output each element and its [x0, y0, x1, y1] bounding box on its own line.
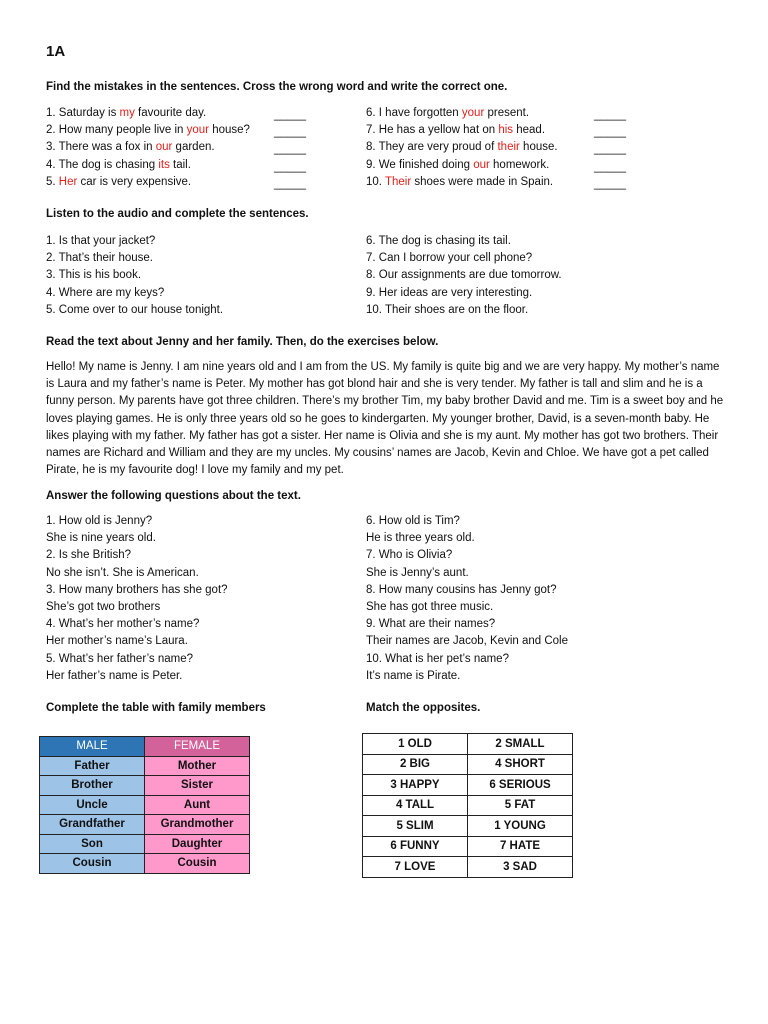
sentence-text: 8. They are very proud of — [366, 141, 498, 154]
sentence-text: favourite day. — [134, 107, 207, 119]
family-table-header-row — [40, 737, 250, 757]
female-cell: Cousin — [145, 854, 250, 874]
question-line: 10. What is her pet’s name? — [366, 652, 509, 665]
opposites-table — [362, 733, 573, 878]
question-line: It’s name is Pirate. — [366, 669, 461, 682]
female-cell: Aunt — [145, 795, 250, 815]
sentence-text: 2. How many people live in — [46, 124, 187, 137]
opposites-row — [363, 816, 573, 837]
mistake-sentence — [46, 105, 306, 122]
question-line: 2. Is she British? — [46, 549, 132, 562]
male-cell: Grandfather — [40, 815, 145, 835]
question-line: Her mother’s name’s Laura. — [46, 635, 188, 648]
sentence-text: car is very expensive. — [77, 175, 192, 188]
opposite-right-cell: 3 SAD — [468, 857, 573, 878]
mistake-sentence — [366, 105, 626, 122]
mistake-sentence — [46, 139, 306, 156]
question-line: She is Jenny’s aunt. — [366, 566, 469, 579]
question-line: Her father’s name is Peter. — [46, 669, 183, 682]
wrong-word: its — [158, 158, 170, 171]
sentence-text: house. — [519, 141, 558, 154]
male-header: MALE — [40, 737, 145, 757]
mistake-sentence — [366, 157, 626, 174]
wrong-word: Her — [58, 175, 78, 188]
question-line: 5. What’s her father’s name? — [46, 652, 194, 665]
family-table-row — [40, 834, 250, 854]
family-table-row — [40, 756, 250, 776]
opposite-left-cell: 2 BIG — [363, 754, 468, 775]
family-table-row — [40, 795, 250, 815]
family-table-row — [40, 854, 250, 874]
reading-heading: Read the text about Jenny and her family. Then, do the exercises below. — [46, 336, 439, 348]
mistake-sentence — [46, 174, 306, 191]
sentence-text: tail. — [169, 158, 191, 171]
wrong-word: our — [155, 141, 173, 154]
question-line: She’s got two brothers — [46, 601, 161, 614]
question-line: No she isn’t. She is American. — [46, 566, 199, 579]
answer-blank: _____ — [594, 109, 626, 121]
female-cell: Grandmother — [145, 815, 250, 835]
male-cell: Brother — [40, 776, 145, 796]
mistake-sentence — [366, 122, 626, 139]
wrong-word: your — [186, 124, 210, 137]
opposites-row — [363, 734, 573, 755]
opposite-right-cell: 5 FAT — [468, 795, 573, 816]
listen-sentence: 5. Come over to our house tonight. — [46, 303, 224, 316]
listen-heading: Listen to the audio and complete the sentences. — [46, 208, 309, 220]
family-table — [39, 736, 250, 874]
answer-blank: _____ — [274, 143, 306, 156]
questions-heading: Answer the following questions about the text. — [46, 490, 301, 502]
opposite-right-cell: 2 SMALL — [468, 734, 573, 755]
answer-blank: _____ — [594, 126, 626, 139]
opposites-row — [363, 775, 573, 796]
mistake-sentence — [366, 174, 626, 191]
wrong-word: our — [473, 158, 490, 171]
question-line: He is three years old. — [366, 532, 475, 545]
question-line: She has got three music. — [366, 601, 494, 614]
page-title: 1A — [46, 43, 66, 60]
sentence-text: present. — [484, 107, 530, 119]
mistake-sentence — [46, 157, 306, 174]
sentence-text: 7. He has a yellow hat on — [366, 124, 499, 137]
male-cell: Uncle — [40, 795, 145, 815]
sentence-text: 4. The dog is chasing — [46, 158, 159, 171]
question-line: 6. How old is Tim? — [366, 515, 460, 527]
opposite-right-cell: 4 SHORT — [468, 754, 573, 775]
female-cell: Mother — [145, 756, 250, 776]
answer-blank: _____ — [594, 143, 626, 156]
female-header: FEMALE — [145, 737, 250, 757]
wrong-word: my — [119, 107, 135, 119]
opposites-row — [363, 795, 573, 816]
listen-sentence: 4. Where are my keys? — [46, 286, 165, 299]
question-line: 4. What’s her mother’s name? — [46, 618, 200, 631]
sentence-text: 1. Saturday is — [46, 107, 120, 119]
female-cell: Daughter — [145, 834, 250, 854]
sentence-text: 3. There was a fox in — [46, 141, 156, 154]
opposites-row — [363, 857, 573, 878]
sentence-text: 5. — [46, 175, 59, 188]
question-line: 1. How old is Jenny? — [46, 515, 153, 527]
listen-sentence: 1. Is that your jacket? — [46, 235, 156, 247]
sentence-text: homework. — [489, 158, 550, 171]
answer-blank: _____ — [594, 160, 626, 173]
question-line: 9. What are their names? — [366, 618, 496, 631]
mistake-sentence — [46, 122, 306, 139]
wrong-word: your — [461, 107, 485, 119]
sentence-text: 10. — [366, 175, 385, 188]
male-cell: Father — [40, 756, 145, 776]
listen-right-column — [366, 233, 562, 319]
sentence-text: 6. I have forgotten — [366, 107, 462, 119]
opposites-row — [363, 836, 573, 857]
family-table-row — [40, 815, 250, 835]
mistake-sentence — [366, 139, 626, 156]
question-line: 8. How many cousins has Jenny got? — [366, 583, 557, 596]
answer-blank: _____ — [274, 177, 306, 190]
opposite-left-cell: 6 FUNNY — [363, 836, 468, 857]
listen-sentence: 9. Her ideas are very interesting. — [366, 286, 533, 299]
question-line: 7. Who is Olivia? — [366, 549, 453, 562]
questions-right-column — [366, 513, 568, 685]
listen-sentence: 7. Can I borrow your cell phone? — [366, 252, 533, 265]
opposite-left-cell: 7 LOVE — [363, 857, 468, 878]
opposite-left-cell: 3 HAPPY — [363, 775, 468, 796]
opposite-left-cell: 1 OLD — [363, 734, 468, 755]
opposites-row — [363, 754, 573, 775]
opposite-right-cell: 1 YOUNG — [468, 816, 573, 837]
question-line: 3. How many brothers has she got? — [46, 583, 228, 596]
opposite-left-cell: 4 TALL — [363, 795, 468, 816]
questions-left-column — [46, 513, 228, 685]
opposite-right-cell: 6 SERIOUS — [468, 775, 573, 796]
female-cell: Sister — [145, 776, 250, 796]
wrong-word: his — [498, 124, 514, 137]
answer-blank: _____ — [274, 126, 306, 139]
question-line: She is nine years old. — [46, 532, 156, 545]
answer-blank: _____ — [594, 177, 626, 190]
sentence-text: house? — [209, 124, 250, 137]
mistakes-heading: Find the mistakes in the sentences. Cross the wrong word and write the correct one. — [46, 81, 508, 93]
wrong-word: Their — [384, 175, 412, 188]
question-line: Their names are Jacob, Kevin and Cole — [366, 635, 568, 648]
listen-sentence: 2. That’s their house. — [46, 252, 153, 265]
opposite-left-cell: 5 SLIM — [363, 816, 468, 837]
male-cell: Cousin — [40, 854, 145, 874]
listen-sentence: 3. This is his book. — [46, 269, 142, 282]
listen-sentence: 10. Their shoes are on the floor. — [366, 303, 529, 316]
mistakes-left-column — [46, 105, 306, 191]
wrong-word: their — [497, 141, 520, 154]
mistakes-right-column — [366, 105, 626, 191]
answer-blank: _____ — [274, 109, 306, 121]
sentence-text: head. — [513, 124, 546, 137]
family-table-heading: Complete the table with family members — [46, 702, 266, 714]
listen-sentence: 8. Our assignments are due tomorrow. — [366, 269, 562, 282]
opposites-heading: Match the opposites. — [366, 702, 481, 714]
opposite-right-cell: 7 HATE — [468, 836, 573, 857]
reading-text: Hello! My name is Jenny. I am nine years old and I am from the US. My family is quite big and we are very happy. My mother’s name is Laura and my father’s name is Peter. My mother has got blond hair and she is very tender. My father is tall and slim and he is a funny person. My parents have got three children. There’s my brother Tim, my baby brother David and me. Tim is a sweet boy and he loves playing games. He is only three years old so he goes to kindergarten. My younger brother, David, is a seven-month baby. He likes playing with my father. My father has got a sister. Her name is Olivia and she is my aunt. My mother has got two brothers. Their names are Richard and William and they are my uncles. My cousins’ names are Jacob, Kevin and Chloe. We have got a pet called Pirate, he is my favourite dog! I love my family and my pet. — [46, 361, 724, 477]
answer-blank: _____ — [274, 160, 306, 173]
listen-sentence: 6. The dog is chasing its tail. — [366, 235, 511, 247]
male-cell: Son — [40, 834, 145, 854]
listen-left-column — [46, 233, 223, 319]
sentence-text: 9. We finished doing — [366, 158, 474, 171]
sentence-text: shoes were made in Spain. — [411, 175, 554, 188]
family-table-row — [40, 776, 250, 796]
sentence-text: garden. — [172, 141, 215, 154]
